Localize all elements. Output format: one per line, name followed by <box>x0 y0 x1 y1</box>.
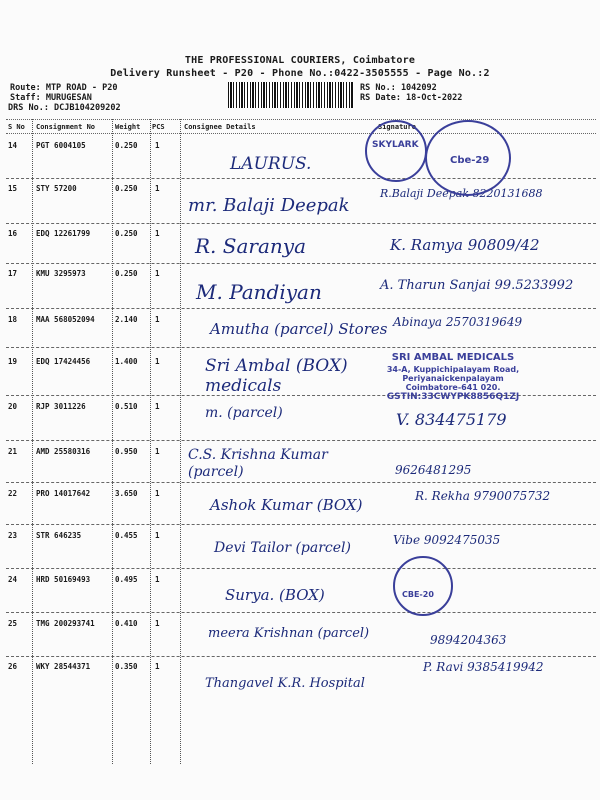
row-signature: R.Balaji Deepak 8220131688 <box>380 187 543 200</box>
row-consignment: PGT 6004105 <box>36 141 86 150</box>
row-pcs: 1 <box>155 619 160 628</box>
row-weight: 0.410 <box>115 619 138 628</box>
row-consignee: Sri Ambal (BOX) medicals <box>205 356 348 396</box>
row-weight: 2.140 <box>115 315 138 324</box>
row-rule <box>6 263 596 264</box>
row-signature: K. Ramya 90809/42 <box>390 236 540 254</box>
row-signature: Abinaya 2570319649 <box>393 315 523 329</box>
row-sno: 25 <box>8 619 18 628</box>
row-sno: 21 <box>8 447 18 456</box>
row-sno: 26 <box>8 662 18 671</box>
barcode-image <box>228 82 354 108</box>
row-consignee: mr. Balaji Deepak <box>188 195 350 216</box>
row-sno: 18 <box>8 315 18 324</box>
row-consignment: KMU 3295973 <box>36 269 86 278</box>
rs-number: RS No.: 1042092 <box>360 83 437 93</box>
row-rule <box>6 223 596 224</box>
row-consignment: EDQ 17424456 <box>36 357 91 366</box>
row-rule <box>6 612 596 613</box>
row-weight: 0.495 <box>115 575 138 584</box>
row-weight: 0.350 <box>115 662 138 671</box>
row-consignee: M. Pandiyan <box>196 280 322 304</box>
row-consignee: R. Saranya <box>195 234 306 258</box>
route-label: Route: MTP ROAD - P20 <box>10 83 118 93</box>
row-pcs: 1 <box>155 575 160 584</box>
row-consignee: Devi Tailor (parcel) <box>214 540 351 556</box>
row-weight: 0.250 <box>115 184 138 193</box>
company-title: THE PROFESSIONAL COURIERS, Coimbatore <box>184 55 416 66</box>
staff-label: Staff: MURUGESAN <box>10 93 92 103</box>
row-signature: R. Rekha 9790075732 <box>415 489 551 503</box>
skylark-stamp-text: SKYLARK <box>372 140 419 150</box>
col-header-consignee: Consignee Details <box>184 123 256 131</box>
stamp-address-line: Coimbatore-641 020. <box>405 383 501 392</box>
row-pcs: 1 <box>155 269 160 278</box>
row-pcs: 1 <box>155 184 160 193</box>
row-sno: 14 <box>8 141 18 150</box>
row-rule <box>6 656 596 657</box>
table-top-rule <box>6 119 596 120</box>
stamp-name: SRI AMBAL MEDICALS <box>391 352 515 363</box>
drs-number: DRS No.: DCJB104209202 <box>8 103 121 113</box>
row-consignment: MAA 568052094 <box>36 315 95 324</box>
row-weight: 0.455 <box>115 531 138 540</box>
row-rule <box>6 568 596 569</box>
row-signature: Vibe 9092475035 <box>393 533 501 547</box>
runsheet-subtitle: Delivery Runsheet - P20 - Phone No.:0422-3505555 - Page No.:2 <box>110 68 490 79</box>
stamp-address-line: 34-A, Kuppichipalayam Road, <box>386 365 520 374</box>
row-sno: 15 <box>8 184 18 193</box>
cbe29-stamp-text: Cbe-29 <box>450 155 490 166</box>
col-header-consignment: Consignment No <box>36 123 96 131</box>
row-weight: 0.250 <box>115 141 138 150</box>
row-consignment: EDQ 12261799 <box>36 229 91 238</box>
rs-date: RS Date: 18-Oct-2022 <box>360 93 463 103</box>
row-rule <box>6 178 596 179</box>
row-consignee: Ashok Kumar (BOX) <box>210 496 363 514</box>
row-sno: 20 <box>8 402 18 411</box>
row-pcs: 1 <box>155 402 160 411</box>
row-consignee: C.S. Krishna Kumar (parcel) <box>188 447 328 480</box>
row-consignee: m. (parcel) <box>205 405 283 421</box>
row-sno: 22 <box>8 489 18 498</box>
row-pcs: 1 <box>155 229 160 238</box>
row-pcs: 1 <box>155 141 160 150</box>
row-pcs: 1 <box>155 357 160 366</box>
row-weight: 3.650 <box>115 489 138 498</box>
row-sno: 24 <box>8 575 18 584</box>
cbe20-stamp-text: CBE-20 <box>402 590 434 599</box>
row-weight: 0.250 <box>115 229 138 238</box>
row-signature: 9626481295 <box>395 463 472 477</box>
column-divider <box>180 119 181 764</box>
col-header-weight: Weight <box>115 123 141 131</box>
row-consignment: RJP 3011226 <box>36 402 86 411</box>
row-sno: 23 <box>8 531 18 540</box>
cbe20-stamp <box>393 556 453 616</box>
row-weight: 0.950 <box>115 447 138 456</box>
row-sno: 19 <box>8 357 18 366</box>
row-consignee: Surya. (BOX) <box>225 586 325 604</box>
row-signature: A. Tharun Sanjai 99.5233992 <box>380 278 574 293</box>
row-consignee: Thangavel K.R. Hospital <box>205 676 365 691</box>
row-consignment: STY 57200 <box>36 184 77 193</box>
row-weight: 0.510 <box>115 402 138 411</box>
row-consignee: meera Krishnan (parcel) <box>208 626 370 641</box>
column-divider <box>150 119 151 764</box>
row-consignment: PRO 14017642 <box>36 489 91 498</box>
row-sno: 16 <box>8 229 18 238</box>
row-pcs: 1 <box>155 662 160 671</box>
row-signature: 9894204363 <box>430 633 507 647</box>
stamp-gstin: GSTIN:33CWYPK8856Q1ZJ <box>386 392 520 402</box>
column-divider <box>32 119 33 764</box>
header-rule <box>6 133 596 134</box>
row-pcs: 1 <box>155 531 160 540</box>
stamp-address-line: Periyanaickenpalayam <box>402 374 504 383</box>
column-divider <box>112 119 113 764</box>
row-pcs: 1 <box>155 489 160 498</box>
skylark-stamp <box>365 120 427 182</box>
row-rule <box>6 524 596 525</box>
col-header-signature: Signature <box>378 123 416 131</box>
row-rule <box>6 482 596 483</box>
row-signature: V. 834475179 <box>396 410 507 429</box>
row-weight: 0.250 <box>115 269 138 278</box>
col-header-pcs: PCS <box>152 123 165 131</box>
row-pcs: 1 <box>155 447 160 456</box>
row-consignment: TMG 200293741 <box>36 619 95 628</box>
sri-ambal-stamp <box>378 352 528 402</box>
row-signature: P. Ravi 9385419942 <box>423 660 544 674</box>
row-consignment: STR 646235 <box>36 531 82 540</box>
row-weight: 1.400 <box>115 357 138 366</box>
row-consignment: AMD 25580316 <box>36 447 91 456</box>
row-rule <box>6 440 596 441</box>
col-header-sno: S No <box>8 123 25 131</box>
row-rule <box>6 347 596 348</box>
row-pcs: 1 <box>155 315 160 324</box>
row-consignee: LAURUS. <box>230 154 312 174</box>
row-rule <box>6 308 596 309</box>
row-sno: 17 <box>8 269 18 278</box>
row-consignment: WKY 28544371 <box>36 662 91 671</box>
row-consignment: HRD 50169493 <box>36 575 91 584</box>
row-consignee: Amutha (parcel) Stores <box>210 320 388 338</box>
